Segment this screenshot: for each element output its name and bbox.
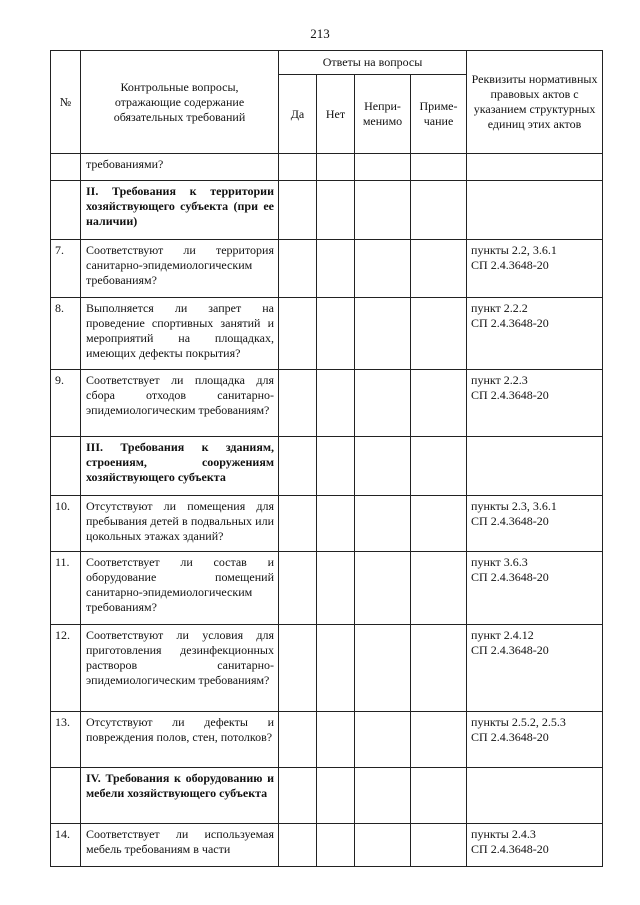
answer-na-cell[interactable]: [355, 625, 411, 712]
row-question: Соответствует ли состав и оборудование помещений санитарно-эпидемиологическим требованиям?: [81, 552, 279, 625]
answer-no-cell: [317, 181, 355, 240]
row-requisites: [467, 154, 603, 181]
checklist-table: [50, 50, 603, 867]
section-row: [51, 181, 603, 240]
row-requisites: пункты 2.2, 3.6.1 СП 2.4.3648-20: [467, 240, 603, 298]
page-number: 213: [310, 26, 330, 41]
answer-na-cell[interactable]: [355, 824, 411, 867]
header-no: Нет: [317, 75, 355, 154]
section-heading: III. Требования к зданиям, строениям, сооружениям хозяйствующего субъекта: [81, 437, 279, 496]
row-number: 13.: [51, 712, 81, 768]
answer-no-cell[interactable]: [317, 712, 355, 768]
row-question: Выполняется ли запрет на проведение спортивных занятий и мероприятий на площадках, имеющих дефекты покрытия?: [81, 298, 279, 370]
answer-na-cell[interactable]: [355, 552, 411, 625]
table-row: [51, 240, 603, 298]
header-num: №: [51, 51, 81, 154]
header-row-1: [51, 51, 603, 75]
header-question: Контрольные вопросы, отражающие содержание обязательных требований: [81, 51, 279, 154]
header-yes: Да: [279, 75, 317, 154]
row-number: 14.: [51, 824, 81, 867]
answer-no-cell[interactable]: [317, 552, 355, 625]
answer-yes-cell[interactable]: [279, 625, 317, 712]
row-question: Соответствуют ли территория санитарно-эпидемиологическим требованиям?: [81, 240, 279, 298]
answer-na-cell[interactable]: [355, 298, 411, 370]
row-requisites: пункты 2.5.2, 2.5.3 СП 2.4.3648-20: [467, 712, 603, 768]
answer-no-cell[interactable]: [317, 824, 355, 867]
row-question: требованиями?: [81, 154, 279, 181]
row-requisites: [467, 768, 603, 824]
answer-yes-cell: [279, 437, 317, 496]
table-row: [51, 298, 603, 370]
row-requisites: [467, 181, 603, 240]
row-requisites: пункт 2.2.3 СП 2.4.3648-20: [467, 370, 603, 437]
header-not-applicable: Непри- менимо: [355, 75, 411, 154]
table-row: [51, 625, 603, 712]
row-number: 8.: [51, 298, 81, 370]
row-requisites: пункт 2.2.2 СП 2.4.3648-20: [467, 298, 603, 370]
answer-na-cell[interactable]: [355, 154, 411, 181]
answer-yes-cell[interactable]: [279, 298, 317, 370]
answer-note-cell: [411, 768, 467, 824]
table-row: [51, 154, 603, 181]
answer-no-cell[interactable]: [317, 625, 355, 712]
answer-yes-cell[interactable]: [279, 552, 317, 625]
answer-note-cell[interactable]: [411, 370, 467, 437]
section-row: [51, 437, 603, 496]
answer-na-cell: [355, 181, 411, 240]
answer-note-cell[interactable]: [411, 552, 467, 625]
section-heading: II. Требования к территории хозяйствующего субъекта (при ее наличии): [81, 181, 279, 240]
row-number: 10.: [51, 496, 81, 552]
answer-note-cell[interactable]: [411, 496, 467, 552]
answer-note-cell[interactable]: [411, 824, 467, 867]
answer-no-cell[interactable]: [317, 298, 355, 370]
table-row: [51, 496, 603, 552]
answer-no-cell[interactable]: [317, 370, 355, 437]
answer-yes-cell[interactable]: [279, 370, 317, 437]
header-note: Приме- чание: [411, 75, 467, 154]
row-question: Соответствует ли площадка для сбора отходов санитарно-эпидемиологическим требованиям?: [81, 370, 279, 437]
answer-no-cell[interactable]: [317, 154, 355, 181]
header-answers: Ответы на вопросы: [279, 51, 467, 75]
answer-na-cell[interactable]: [355, 712, 411, 768]
answer-yes-cell: [279, 768, 317, 824]
answer-no-cell: [317, 768, 355, 824]
row-number: 7.: [51, 240, 81, 298]
answer-no-cell: [317, 437, 355, 496]
row-requisites: пункт 2.4.12 СП 2.4.3648-20: [467, 625, 603, 712]
row-number: [51, 181, 81, 240]
row-number: 9.: [51, 370, 81, 437]
answer-note-cell: [411, 181, 467, 240]
answer-note-cell[interactable]: [411, 625, 467, 712]
answer-note-cell[interactable]: [411, 154, 467, 181]
row-question: Отсутствуют ли помещения для пребывания детей в подвальных или цокольных этажах зданий?: [81, 496, 279, 552]
answer-yes-cell[interactable]: [279, 240, 317, 298]
row-number: [51, 437, 81, 496]
row-question: Соответствует ли используемая мебель требованиям в части: [81, 824, 279, 867]
answer-na-cell[interactable]: [355, 496, 411, 552]
row-number: [51, 768, 81, 824]
row-number: 12.: [51, 625, 81, 712]
table-row: [51, 552, 603, 625]
table-row: [51, 712, 603, 768]
row-number: [51, 154, 81, 181]
answer-yes-cell[interactable]: [279, 154, 317, 181]
answer-yes-cell[interactable]: [279, 496, 317, 552]
answer-note-cell[interactable]: [411, 712, 467, 768]
answer-na-cell[interactable]: [355, 240, 411, 298]
row-number: 11.: [51, 552, 81, 625]
row-requisites: пункты 2.3, 3.6.1 СП 2.4.3648-20: [467, 496, 603, 552]
answer-yes-cell[interactable]: [279, 712, 317, 768]
answer-note-cell[interactable]: [411, 240, 467, 298]
answer-na-cell: [355, 437, 411, 496]
answer-yes-cell[interactable]: [279, 824, 317, 867]
answer-note-cell[interactable]: [411, 298, 467, 370]
answer-no-cell[interactable]: [317, 240, 355, 298]
answer-no-cell[interactable]: [317, 496, 355, 552]
table-row: [51, 370, 603, 437]
header-requisites: Реквизиты нормативных правовых актов с указанием структурных единиц этих актов: [467, 51, 603, 154]
row-question: Соответствуют ли условия для приготовления дезинфекционных растворов санитарно-эпидемиологическим требованиям?: [81, 625, 279, 712]
row-question: Отсутствуют ли дефекты и повреждения полов, стен, потолков?: [81, 712, 279, 768]
table-row: [51, 824, 603, 867]
answer-note-cell: [411, 437, 467, 496]
section-heading: IV. Требования к оборудованию и мебели хозяйствующего субъекта: [81, 768, 279, 824]
row-requisites: пункты 2.4.3 СП 2.4.3648-20: [467, 824, 603, 867]
section-row: [51, 768, 603, 824]
row-requisites: [467, 437, 603, 496]
answer-na-cell: [355, 768, 411, 824]
answer-yes-cell: [279, 181, 317, 240]
row-requisites: пункт 3.6.3 СП 2.4.3648-20: [467, 552, 603, 625]
answer-na-cell[interactable]: [355, 370, 411, 437]
